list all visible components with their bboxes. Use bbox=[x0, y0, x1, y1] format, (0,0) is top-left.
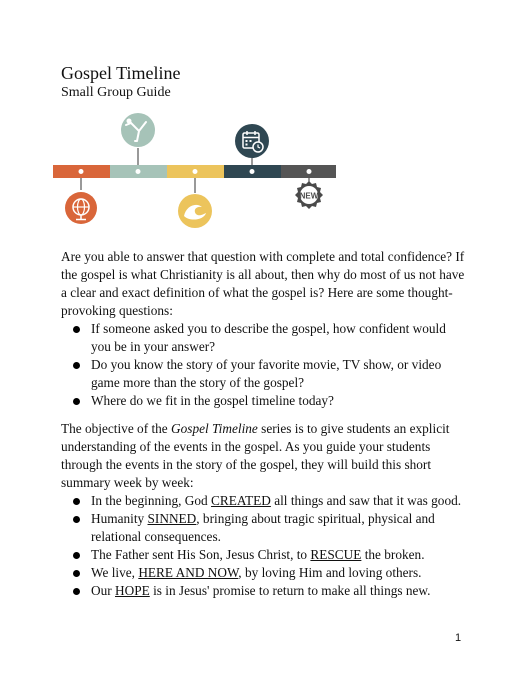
intro-paragraph: Are you able to answer that question with complete and total confidence? If the gospel is what Christianity is all about, then why do most of us not have a clear and exact definition of what the gospel is? Here are some thought-provoking questions: bbox=[61, 249, 465, 318]
summary-item-rescue: The Father sent His Son, Jesus Christ, to RESCUE the broken. bbox=[91, 546, 466, 564]
body-content bbox=[61, 248, 466, 600]
question-item: Where do we fit in the gospel timeline today? bbox=[91, 392, 466, 410]
svg-text:NEW: NEW bbox=[299, 191, 319, 201]
objective-paragraph: The objective of the Gospel Timeline series is to give students an explicit understanding of the events in the gospel. As you guide your students through the events in the story of the gospel, they will build this short summary week by week: bbox=[61, 421, 450, 490]
question-list bbox=[61, 320, 466, 410]
series-name: Gospel Timeline bbox=[171, 421, 258, 436]
new-badge-icon bbox=[295, 181, 323, 209]
page-title: Gospel Timeline bbox=[61, 63, 181, 83]
summary-item-created: In the beginning, God CREATED all things and saw that it was good. bbox=[91, 492, 466, 510]
wave-icon bbox=[178, 194, 212, 228]
question-item: Do you know the story of your favorite movie, TV show, or video game more than the story of the gospel? bbox=[91, 356, 466, 392]
page-subtitle: Small Group Guide bbox=[61, 85, 171, 100]
gymnast-icon bbox=[121, 113, 155, 147]
gospel-timeline-graphic bbox=[0, 0, 522, 240]
summary-list bbox=[61, 492, 466, 600]
calendar-clock-icon bbox=[235, 124, 269, 158]
summary-item-hope: Our HOPE is in Jesus' promise to return to make all things new. bbox=[91, 582, 466, 600]
summary-item-here-and-now: We live, HERE AND NOW, by loving Him and loving others. bbox=[91, 564, 466, 582]
globe-icon bbox=[65, 192, 97, 224]
summary-item-sinned: Humanity SINNED, bringing about tragic spiritual, physical and relational consequences. bbox=[91, 510, 466, 546]
question-item: If someone asked you to describe the gospel, how confident would you be in your answer? bbox=[91, 320, 466, 356]
page-number: 1 bbox=[455, 632, 462, 644]
